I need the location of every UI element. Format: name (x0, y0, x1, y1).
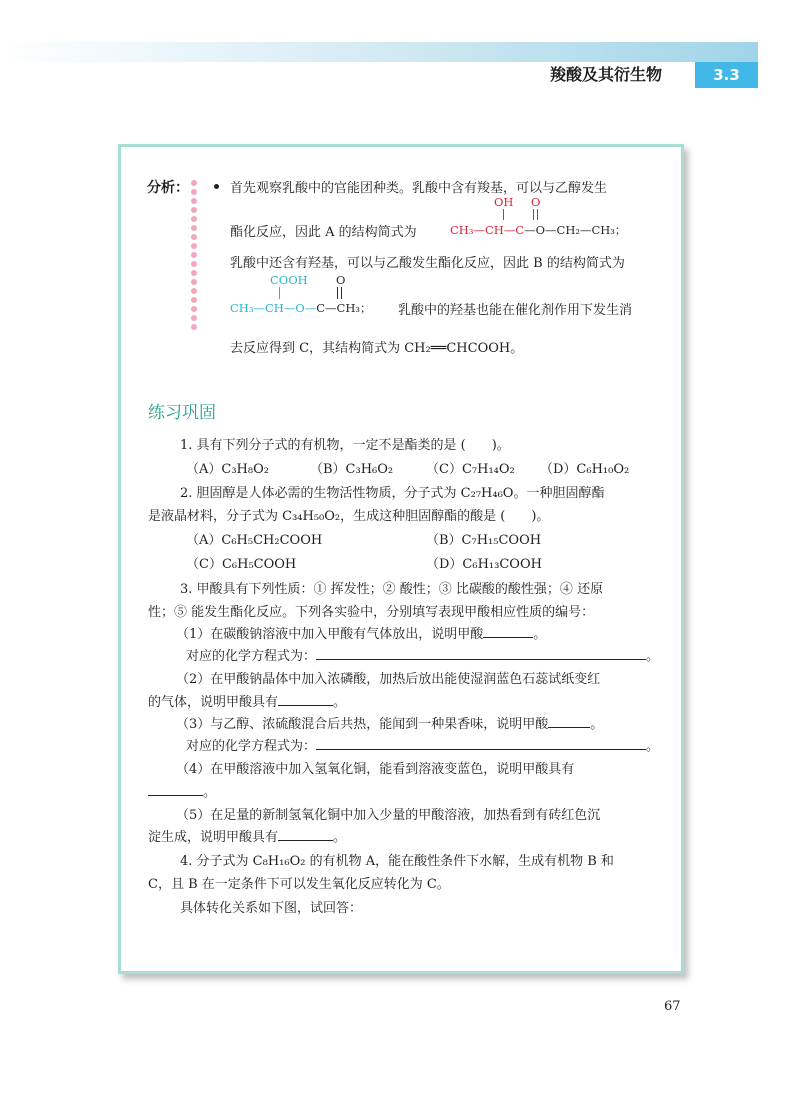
struct-a-bond-o-2 (537, 209, 538, 220)
struct-b-ester-o: —O— (283, 301, 317, 315)
struct-b-dash-1: — (253, 301, 265, 315)
q3-part-5-text: 淀生成，说明甲酸具有 (148, 830, 279, 845)
q3-part-5-tail: 。 (333, 830, 347, 845)
section-title: 羧酸及其衍生物 (517, 62, 695, 88)
dot (191, 315, 197, 321)
dot (191, 207, 197, 213)
header-gradient-band (0, 42, 758, 62)
page-number: 67 (664, 999, 681, 1014)
q3-equation-2-tail: 。 (646, 739, 660, 754)
struct-a-dash-4: — (579, 223, 592, 237)
struct-b-ch3: CH₃ (230, 301, 254, 315)
q3-equation-1-tail: 。 (646, 649, 660, 664)
struct-a-bond-oh (503, 209, 504, 220)
question-4-line-3: 具体转化关系如下图，试回答： (180, 901, 363, 916)
struct-a-c: C (515, 223, 525, 237)
struct-b-ch: CH (264, 301, 284, 315)
q2-option-b: （B）C₇H₁₅COOH (426, 533, 542, 548)
q3-part-3-tail: 。 (590, 717, 604, 732)
struct-b-main (230, 300, 371, 316)
q3-part-4-line-1: （4）在甲酸溶液中加入氢氧化铜，能看到溶液变蓝色，说明甲酸具有 (176, 762, 575, 777)
question-2-line-2: 是液晶材料，分子式为 C₃₄H₅₀O₂，生成这种胆固醇酯的酸是 ( )。 (148, 509, 550, 524)
q1-option-b: （B）C₃H₆O₂ (310, 462, 394, 477)
question-3-line-2: 性；⑤ 能发生酯化反应。下列各实验中，分别填写表现甲酸相应性质的编号： (148, 605, 595, 620)
struct-a-ch2: CH₂ (556, 223, 580, 237)
equation-blank[interactable] (316, 738, 646, 750)
question-4-line-1: 4. 分子式为 C₈H₁₆O₂ 的有机物 A，能在酸性条件下水解，生成有机物 B 和 (180, 854, 614, 869)
q1-option-c: （C）C₇H₁₄O₂ (426, 462, 515, 477)
struct-a-end: CH₃； (591, 223, 627, 237)
q3-part-2-line-2 (148, 691, 346, 710)
dot (191, 324, 197, 330)
analysis-line-5: 去反应得到 C，其结构简式为 CH₂══CHCOOH。 (230, 341, 524, 356)
struct-a-bond-o-1 (533, 209, 534, 220)
struct-b-dash-3: — (325, 301, 337, 315)
bullet-icon (214, 184, 219, 189)
q2-option-d: （D）C₆H₁₃COOH (426, 557, 542, 572)
section-number-badge: 3.3 (695, 62, 758, 88)
equation-blank[interactable] (316, 648, 646, 660)
question-4-line-2: C，且 B 在一定条件下可以发生氧化反应转化为 C。 (148, 877, 450, 892)
q3-part-1-tail: 。 (533, 627, 547, 642)
question-3-line-1: 3. 甲酸具有下列性质：① 挥发性；② 酸性；③ 比碳酸的酸性强；④ 还原 (180, 582, 604, 597)
struct-a-ester-o: —O— (524, 223, 557, 237)
q1-option-a: （A）C₃H₈O₂ (186, 462, 269, 477)
q3-part-2-tail: 。 (333, 695, 347, 710)
dot (191, 288, 197, 294)
struct-a-oh: OH (494, 195, 514, 209)
q3-part-1 (176, 623, 546, 642)
dot (191, 297, 197, 303)
struct-b-bond-o-2 (341, 287, 342, 299)
answer-blank[interactable] (483, 626, 533, 638)
dot (191, 243, 197, 249)
struct-a-main (450, 222, 626, 238)
q3-part-5-line-2 (148, 826, 346, 845)
question-1: 1. 具有下列分子式的有机物，一定不是酯类的是 ( )。 (180, 438, 510, 453)
analysis-label: 分析： (147, 180, 189, 196)
q3-equation-2-label: 对应的化学方程式为： (186, 739, 317, 754)
q3-part-4-tail: 。 (203, 785, 217, 800)
dot (191, 270, 197, 276)
answer-blank[interactable] (278, 829, 333, 841)
dot (191, 216, 197, 222)
analysis-line-2: 酯化反应，因此 A 的结构简式为 (230, 225, 417, 240)
answer-blank[interactable] (148, 784, 203, 796)
q3-part-1-text: （1）在碳酸钠溶液中加入甲酸有气体放出，说明甲酸 (176, 627, 484, 642)
q3-part-3 (176, 713, 603, 732)
struct-b-c: C (316, 301, 326, 315)
analysis-line-3: 乳酸中还含有羟基，可以与乙酸发生酯化反应，因此 B 的结构简式为 (230, 256, 625, 271)
struct-b-cooh: COOH (270, 273, 308, 287)
struct-a-dash-1: — (473, 223, 485, 237)
q3-equation-2 (186, 735, 659, 754)
q3-equation-1-label: 对应的化学方程式为： (186, 649, 317, 664)
answer-blank[interactable] (548, 716, 590, 728)
dot (191, 198, 197, 204)
q2-option-c: （C）C₆H₅COOH (186, 557, 297, 572)
struct-b-end: CH₃； (336, 301, 372, 315)
q3-equation-1 (186, 645, 659, 664)
struct-b-bond-cooh (279, 287, 280, 299)
q3-part-4-line-2 (148, 781, 216, 800)
dot (191, 261, 197, 267)
struct-b-carbonyl-o: O (336, 273, 346, 287)
dot (191, 189, 197, 195)
analysis-line-4-tail: 乳酸中的羟基也能在催化剂作用下发生消 (398, 303, 633, 318)
q1-option-d: （D）C₆H₁₀O₂ (540, 462, 630, 477)
q3-part-2-text: 的气体，说明甲酸具有 (148, 695, 279, 710)
practice-title: 练习巩固 (148, 403, 216, 423)
struct-b-bond-o-1 (337, 287, 338, 299)
q3-part-2-line-1: （2）在甲酸钠晶体中加入浓磷酸，加热后放出能使湿润蓝色石蕊试纸变红 (176, 672, 601, 687)
struct-a-ch: CH (484, 223, 504, 237)
q3-part-3-text: （3）与乙醇、浓硫酸混合后共热，能闻到一种果香味，说明甲酸 (176, 717, 549, 732)
q2-option-a: （A）C₆H₅CH₂COOH (186, 533, 323, 548)
dot (191, 279, 197, 285)
analysis-line-1: 首先观察乳酸中的官能团种类。乳酸中含有羧基，可以与乙醇发生 (230, 181, 608, 196)
dot (191, 234, 197, 240)
dot (191, 225, 197, 231)
dot (191, 252, 197, 258)
struct-a-carbonyl-o: O (531, 195, 541, 209)
question-2-line-1: 2. 胆固醇是人体必需的生物活性物质，分子式为 C₂₇H₄₆O。一种胆固醇酯 (180, 486, 605, 501)
struct-a-dash-2: — (503, 223, 516, 237)
q3-part-5-line-1: （5）在足量的新制氢氧化铜中加入少量的甲酸溶液，加热看到有砖红色沉 (176, 808, 601, 823)
struct-a-ch3: CH₃ (450, 223, 474, 237)
dot (191, 306, 197, 312)
answer-blank[interactable] (278, 694, 333, 706)
dot (191, 180, 197, 186)
